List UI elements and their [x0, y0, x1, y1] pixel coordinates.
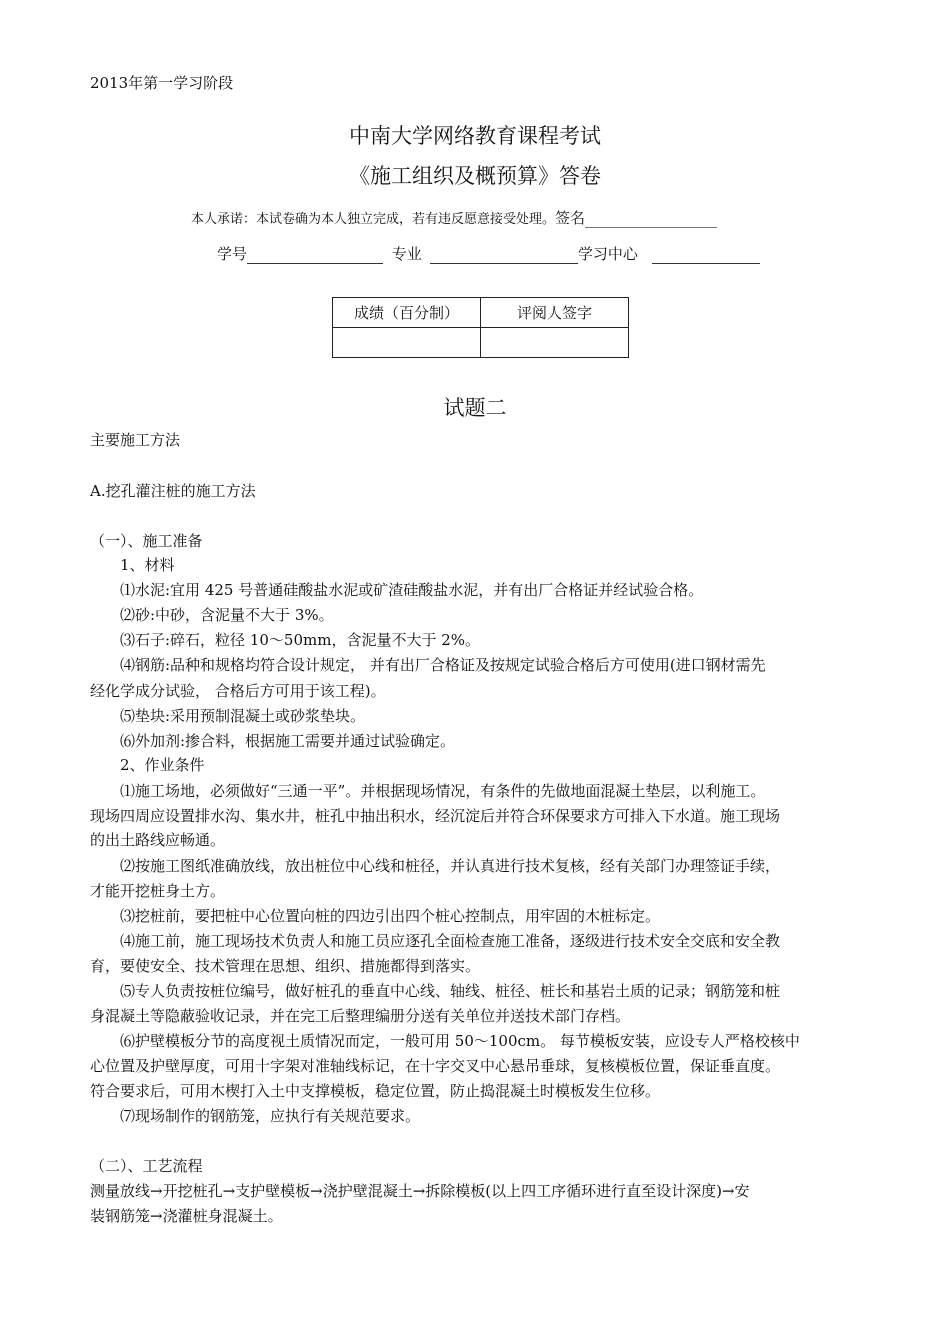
- material-additive: ⑹外加剂:掺合料，根据施工需要并通过试验确定。: [120, 732, 456, 750]
- material-cement: ⑴水泥:宜用 425 号普通硅酸盐水泥或矿渣硅酸盐水泥，并有出厂合格证并经试验合格。: [120, 581, 704, 599]
- question-title: 试题二: [443, 396, 507, 420]
- condition1-line1: ⑴施工场地，必须做好“三通一平”。并根据现场情况，有条件的先做地面混凝土垫层，以利施工。: [120, 782, 766, 800]
- condition6-line2: 心位置及护壁厚度，可用十字架对准轴线标记，在十字交叉中心悬吊垂球，复核模板位置，保证垂直度。: [90, 1057, 781, 1075]
- condition4-line2: 育，要使安全、技术管理在思想、组织、措施都得到落实。: [90, 957, 481, 975]
- center-label: 学习中心: [577, 245, 638, 263]
- condition1-line3: 的出土路线应畅通。: [90, 831, 226, 849]
- pledge-text: 本人承诺：本试卷确为本人独立完成，若有违反愿意接受处理。: [191, 212, 556, 227]
- process-flow-line1: 测量放线→开挖桩孔→支护壁模板→浇护壁混凝土→拆除模板(以上四工序循环进行直至设计深度)→安: [90, 1182, 750, 1200]
- score-table-header: [333, 298, 629, 328]
- major-field[interactable]: [430, 245, 578, 264]
- conditions-heading: 2、作业条件: [120, 756, 205, 774]
- material-steel-line1: ⑷钢筋:品种和规格均符合设计规定， 并有出厂合格证及按规定试验合格后方可使用(进口钢材需先: [120, 656, 766, 674]
- student-info-row: [217, 243, 760, 264]
- part1-heading: （一）、施工准备: [90, 532, 203, 550]
- major-label: 专业: [391, 245, 422, 263]
- condition2-line2: 才能开挖桩身土方。: [90, 882, 226, 900]
- center-field[interactable]: [652, 245, 760, 264]
- sign-label: 签名: [555, 209, 586, 227]
- condition3: ⑶挖桩前，要把桩中心位置向桩的四边引出四个桩心控制点，用牢固的木桩标定。: [120, 907, 661, 925]
- part2-heading: （二）、工艺流程: [90, 1157, 203, 1175]
- score-table-row: [333, 328, 629, 358]
- condition6-line3: 符合要求后，可用木楔打入土中支撑模板，稳定位置，防止捣混凝土时模板发生位移。: [90, 1082, 661, 1100]
- material-stone: ⑶石子:碎石，粒径 10～50mm，含泥量不大于 2%。: [120, 631, 481, 649]
- condition6-line1: ⑹护壁模板分节的高度视土质情况而定，一般可用 50～100cm。 每节模板安装，应设专人严格校核中: [120, 1032, 800, 1050]
- reviewer-cell[interactable]: [481, 328, 629, 358]
- material-pad: ⑸垫块:采用预制混凝土或砂浆垫块。: [120, 707, 366, 725]
- score-header: 成绩（百分制）: [333, 298, 481, 328]
- student-id-label: 学号: [217, 245, 248, 263]
- condition7: ⑺现场制作的钢筋笼，应执行有关规范要求。: [120, 1107, 421, 1125]
- material-steel-line2: 经化学成分试验， 合格后方可用于该工程)。: [90, 682, 386, 700]
- condition1-line2: 现场四周应设置排水沟、集水井，桩孔中抽出积水，经沉淀后并符合环保要求方可排入下水道。施工现场: [90, 807, 781, 825]
- student-id-field[interactable]: [247, 245, 383, 264]
- paper-title: 《施工组织及概预算》答卷: [349, 164, 601, 188]
- condition5-line2: 身混凝土等隐蔽验收记录，并在完工后整理编册分送有关单位并送技术部门存档。: [90, 1007, 631, 1025]
- main-method-heading: 主要施工方法: [90, 431, 181, 449]
- exam-title: 中南大学网络教育课程考试: [349, 124, 601, 148]
- condition2-line1: ⑵按施工图纸准确放线，放出桩位中心线和桩径，并认真进行技术复核，经有关部门办理签证手续，: [120, 857, 781, 875]
- score-table: [332, 297, 629, 358]
- material-sand: ⑵砂:中砂，含泥量不大于 3%。: [120, 606, 334, 624]
- pledge-line: [191, 207, 717, 228]
- condition4-line1: ⑷施工前，施工现场技术负责人和施工员应逐孔全面检查施工准备，逐级进行技术安全交底和安全教: [120, 932, 781, 950]
- reviewer-header: 评阅人签字: [481, 298, 629, 328]
- score-cell[interactable]: [333, 328, 481, 358]
- condition5-line1: ⑸专人负责按桩位编号，做好桩孔的垂直中心线、轴线、桩径、桩长和基岩土质的记录；钢筋笼和桩: [120, 982, 781, 1000]
- section-a-heading: A.挖孔灌注桩的施工方法: [90, 482, 256, 500]
- stage-label: 2013年第一学习阶段: [90, 74, 234, 92]
- signature-field[interactable]: [585, 213, 717, 228]
- process-flow-line2: 装钢筋笼→浇灌桩身混凝土。: [90, 1207, 283, 1225]
- materials-heading: 1、材料: [120, 556, 175, 574]
